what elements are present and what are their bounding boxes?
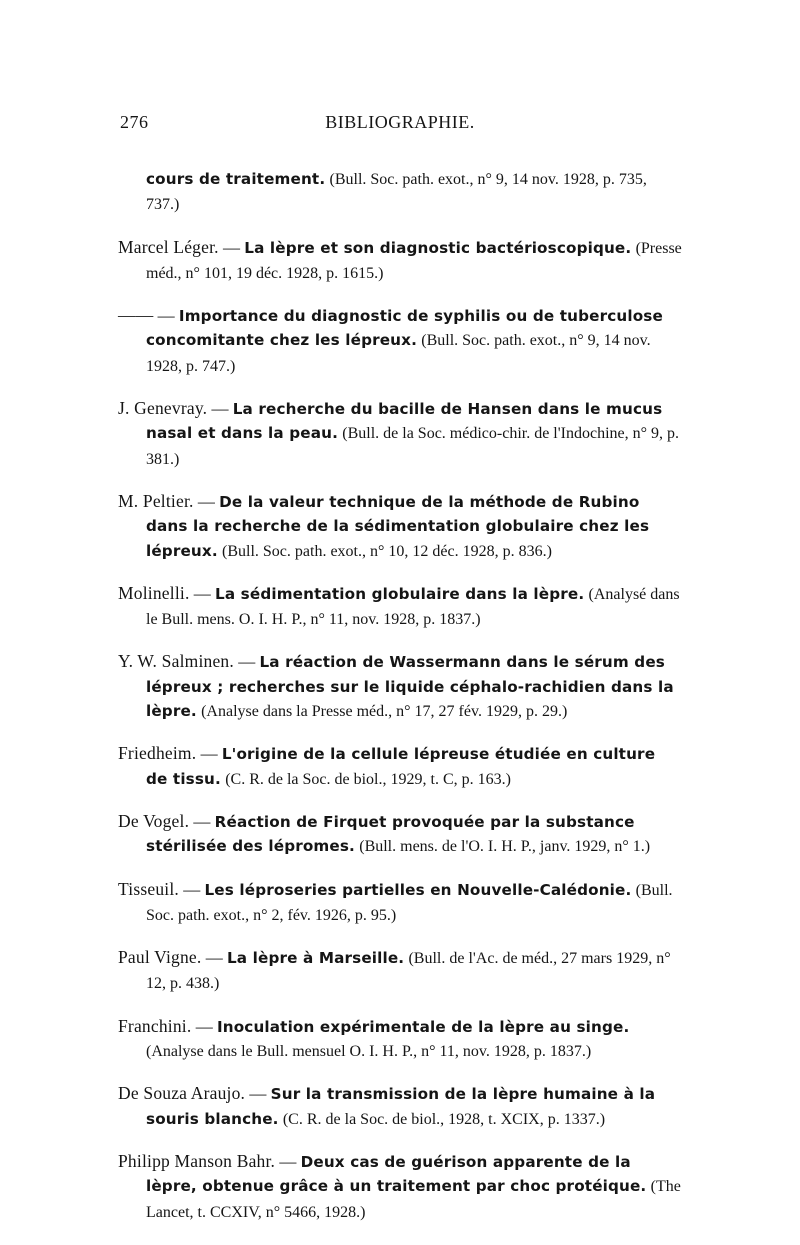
bibliography-entry: —— — Importance du diagnostic de syphilis ou de tuberculose concomitante chez les lépreux. (Bull. Soc. path. exot., n° 9, 14 nov. 1928, p. 747.) <box>118 305 663 375</box>
entry-reference: (Bull. Soc. path. exot., n° 10, 12 déc. 1928, p. 836.) <box>222 542 552 560</box>
entry-author: De Souza Araujo. <box>118 1083 246 1104</box>
bibliography-entry: J. Genevray. — La recherche du bacille de Hansen dans le mucus nasal et dans la peau. (Bull. de la Soc. médico-chir. de l'Indochine, n° 9, p. 381.) <box>118 398 680 468</box>
entry-title: La lèpre à Marseille. <box>226 949 405 968</box>
entry-title: Deux cas de guérison apparente de la lèpre, obtenue grâce à un traitement par choc protéique. <box>146 1152 647 1196</box>
running-title: BIBLIOGRAPHIE. <box>325 112 475 132</box>
entry-reference: (Bull. Soc. path. exot., n° 9, 14 nov. 1928, p. 735, 737.) <box>146 171 647 214</box>
entry-author: —— <box>118 305 154 326</box>
entry-author: Paul Vigne. <box>118 947 202 968</box>
entry-reference: (C. R. de la Soc. de biol., 1928, t. XCIX, p. 1337.) <box>282 1110 606 1128</box>
entry-author: M. Peltier. <box>118 490 194 511</box>
bibliography-entry: De Souza Araujo. — Sur la transmission de la lèpre humaine à la souris blanche. (C. R. de la Soc. de biol., 1928, t. XCIX, p. 1337.) <box>118 1083 656 1128</box>
bibliography-entry: Paul Vigne. — La lèpre à Marseille. (Bull. de l'Ac. de méd., 27 mars 1929, n° 12, p. 438.) <box>118 947 671 993</box>
bibliography-entry: Philipp Manson Bahr. — Deux cas de guérison apparente de la lèpre, obtenue grâce à un traitement par choc protéique. (The Lancet, t. CCXIV, n° 5466, 1928.) <box>118 1150 681 1221</box>
entry-author: Molinelli. <box>118 582 190 603</box>
entry-reference: (Bull. de l'Ac. de méd., 27 mars 1929, n° 12, p. 438.) <box>146 950 671 993</box>
bibliography-entry: Marcel Léger. — La lèpre et son diagnostic bactérioscopique. (Presse méd., n° 101, 19 déc. 1928, p. 1615.) <box>118 236 682 282</box>
entry-author: Philipp Manson Bahr. <box>118 1150 276 1171</box>
entry-author: Tisseuil. <box>118 878 179 899</box>
entry-title: Importance du diagnostic de syphilis ou de tuberculose concomitante chez les lépreux. <box>146 307 663 350</box>
entry-title: Inoculation expérimentale de la lèpre au singe. <box>216 1017 630 1036</box>
bibliography-entry <box>118 167 682 218</box>
entry-title: Sur la transmission de la lèpre humaine à la souris blanche. <box>146 1085 656 1128</box>
page-number: 276 <box>120 112 149 132</box>
bibliography-entry: Tisseuil. — Les léproseries partielles en Nouvelle-Calédonie. (Bull. Soc. path. exot., n° 2, fév. 1926, p. 95.) <box>118 878 673 924</box>
bibliography-entry: De Vogel. — Réaction de Firquet provoquée par la substance stérilisée des lépromes. (Bull. mens. de l'O. I. H. P., janv. 1929, n° 1.) <box>118 810 651 856</box>
bibliography-entry: Molinelli. — La sédimentation globulaire dans la lèpre. (Analysé dans le Bull. mens. O. I. H. P., n° 11, nov. 1928, p. 1837.) <box>118 582 680 629</box>
entry-reference: (The Lancet, t. CCXIV, n° 5466, 1928.) <box>146 1178 681 1221</box>
entry-reference: (Bull. Soc. path. exot., n° 2, fév. 1926, p. 95.) <box>146 881 673 924</box>
running-head <box>120 112 680 140</box>
entry-author: J. Genevray. <box>118 398 208 419</box>
entry-reference: (C. R. de la Soc. de biol., 1929, t. C, p. 163.) <box>225 770 511 788</box>
entry-reference: (Analyse dans le Bull. mensuel O. I. H. P., n° 11, nov. 1928, p. 1837.) <box>146 1043 592 1061</box>
entry-reference: (Analyse dans la Presse méd., n° 17, 27 fév. 1929, p. 29.) <box>201 703 568 721</box>
bibliography-list <box>118 150 682 1234</box>
entry-title: La lèpre et son diagnostic bactérioscopique. <box>244 238 632 257</box>
entry-author: Y. W. Salminen. <box>118 651 234 672</box>
entry-title: De la valeur technique de la méthode de Rubino dans la recherche de la sédimentation globulaire chez les lépreux. <box>146 492 650 560</box>
entry-title: L'origine de la cellule lépreuse étudiée en culture de tissu. <box>146 745 656 788</box>
entry-title: La réaction de Wassermann dans le sérum des lépreux ; recherches sur le liquide céphalo-rachidien dans la lèpre. <box>146 653 674 721</box>
entry-author: Friedheim. <box>118 743 197 764</box>
entry-reference: (Bull. de la Soc. médico-chir. de l'Indochine, n° 9, p. 381.) <box>146 425 680 468</box>
entry-author: De Vogel. <box>118 810 190 831</box>
entry-title: cours de traitement. <box>146 170 326 188</box>
entry-title: Les léproseries partielles en Nouvelle-Calédonie. <box>204 880 632 899</box>
entry-reference: (Bull. mens. de l'O. I. H. P., janv. 1929, n° 1.) <box>359 838 651 856</box>
entry-reference: (Bull. Soc. path. exot., n° 9, 14 nov. 1928, p. 747.) <box>146 332 651 375</box>
bibliography-entry: Friedheim. — L'origine de la cellule lépreuse étudiée en culture de tissu. (C. R. de la Soc. de biol., 1929, t. C, p. 163.) <box>118 743 656 788</box>
entry-author: Marcel Léger. <box>118 236 219 257</box>
entry-author: Franchini. <box>118 1015 192 1036</box>
entry-title: La recherche du bacille de Hansen dans le mucus nasal et dans la peau. <box>146 400 663 443</box>
entry-title: La sédimentation globulaire dans la lèpre. <box>215 584 585 603</box>
entry-reference: (Presse méd., n° 101, 19 déc. 1928, p. 1615.) <box>146 239 682 282</box>
bibliography-entry: Franchini. — Inoculation expérimentale de la lèpre au singe. (Analyse dans le Bull. mensuel O. I. H. P., n° 11, nov. 1928, p. 1837.) <box>118 1015 630 1061</box>
bibliography-entry: Y. W. Salminen. — La réaction de Wassermann dans le sérum des lépreux ; recherches sur le liquide céphalo-rachidien dans la lèpre. (Analyse dans la Presse méd., n° 17, 27 fév. 1929, p. 29.) <box>118 651 674 721</box>
bibliography-entry: M. Peltier. — De la valeur technique de la méthode de Rubino dans la recherche de la sédimentation globulaire chez les lépreux. (Bull. Soc. path. exot., n° 10, 12 déc. 1928, p. 836.) <box>118 490 650 560</box>
entry-reference: (Analysé dans le Bull. mens. O. I. H. P., n° 11, nov. 1928, p. 1837.) <box>146 585 680 629</box>
entry-title: Réaction de Firquet provoquée par la substance stérilisée des lépromes. <box>146 812 635 856</box>
